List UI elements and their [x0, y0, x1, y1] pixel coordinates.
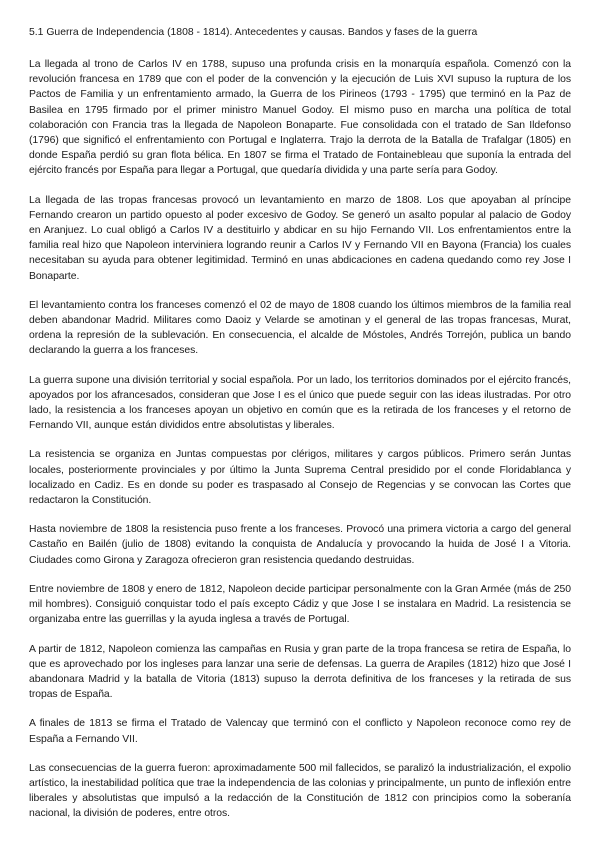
document-title: 5.1 Guerra de Independencia (1808 - 1814). Antecedentes y causas. Bandos y fases de la guerra: [29, 27, 478, 38]
paragraph-consecuencias: Las consecuencias de la guerra fueron: aproximadamente 500 mil fallecidos, se paralizó la industrialización, el expolio artístico, la inestabilidad política que trae la independencia de las colonias y principalmente, un punto de inflexión entre liberales y absolutistas que impulsó a la redacción de la Constitución de 1812 con principios como la soberanía nacional, la división de poderes, entre otros.: [29, 762, 571, 820]
paragraph-tratado-valencay: A finales de 1813 se firma el Tratado de Valencay que terminó con el conflicto y Napoleon reconoce como rey de España a Fernando VII.: [29, 718, 571, 745]
paragraph-juntas: La resistencia se organiza en Juntas compuestas por clérigos, militares y cargos públicos. Primero serán Juntas locales, posteriormente provinciales y por último la Junta Suprema Central presidido por el conde Floridablanca y localizado en Cadiz. Es en donde su poder es traspasado al Consejo de Regencias y se convocan las Cortes que redactaron la Constitución.: [29, 449, 571, 507]
paragraph-antecedentes: La llegada al trono de Carlos IV en 1788, supuso una profunda crisis en la monarquía española. Comenzó con la revolución francesa en 1789 que con el poder de la convención y la ejecución de Luis XVI supuso la ruptura de los Pactos de Familia y un enfrentamiento armado, la Guerra de los Pirineos (1793 - 1795) que terminó en la Paz de Basilea en 1795 firmado por el primer ministro Manuel Godoy. El mismo puso en marcha una política de total colaboración con Francia tras la llegada de Napoleon Bonaparte. Fue consolidada con el tratado de San Ildefonso (1796) que significó el enfrentamiento con Portugal e Inglaterra. Trajo la derrota de la Batalla de Trafalgar (1805) en donde España perdió su gran flota bélica. En 1807 se firma el Tratado de Fontainebleau que suponía la entrada del ejército francés por España para llegar a Portugal, que quedaría dividida y una parte sería para Godoy.: [29, 59, 571, 177]
paragraph-motin-aranjuez: La llegada de las tropas francesas provocó un levantamiento en marzo de 1808. Los que apoyaban al príncipe Fernando crearon un partido opuesto al poder excesivo de Godoy. Se generó un asalto popular al palacio de Godoy en Aranjuez. Lo cual obligó a Carlos IV a destituirlo y abdicar en su hijo Fernando VII. Los enfrentamientos entre la familia real hizo que Napoleon interviniera logrando reunir a Carlos IV y Fernando VII en Bayona (Francia) los cuales necesitaban su ayuda para obtener legitimidad. Terminó en unas abdicaciones en cadena quedando como rey Jose I Bonaparte.: [29, 194, 571, 282]
paragraph-levantamiento: El levantamiento contra los franceses comenzó el 02 de mayo de 1808 cuando los últimos miembros de la familia real deben abandonar Madrid. Militares como Daoiz y Velarde se amotinan y el general de las tropas francesas, Murat, ordena la represión de la sublevación. En consecuencia, el alcalde de Móstoles, Andrés Torrejón, publica un bando declarando la guerra a los franceses.: [29, 299, 571, 357]
paragraph-fase-3: A partir de 1812, Napoleon comienza las campañas en Rusia y gran parte de la tropa francesa se retira de España, lo que es aprovechado por los ingleses para lanzar una serie de defensas. La guerra de Arapiles (1812) hizo que José I abandonara Madrid y la batalla de Vitoria (1813) supuso la derrota definitiva de los franceses y la retirada de sus tropas de España.: [29, 643, 571, 701]
paragraph-fase-1: Hasta noviembre de 1808 la resistencia puso frente a los franceses. Provocó una primera victoria a cargo del general Castaño en Bailén (julio de 1808) evitando la conquista de Andalucía y provocando la huida de José I a Vitoria. Ciudades como Girona y Zaragoza ofrecieron gran resistencia quedando destruidas.: [29, 524, 571, 566]
paragraph-bandos: La guerra supone una división territorial y social española. Por un lado, los territorios dominados por el ejército francés, apoyados por los afrancesados, consideran que Jose I es el único que puede seguir con las ideas ilustradas. Por otro lado, la resistencia a los franceses apoyan un objetivo en común que es la retirada de los franceses y el retorno de Fernando VII, aunque están divididos entre absolutistas y liberales.: [29, 374, 571, 432]
paragraph-fase-2: Entre noviembre de 1808 y enero de 1812, Napoleon decide participar personalmente con la Gran Armée (más de 250 mil hombres). Consiguió conquistar todo el país excepto Cádiz y que Jose I se instalara en Madrid. La resistencia se organizaba entre las guerrillas y la ayuda inglesa a través de Portugal.: [29, 583, 571, 626]
